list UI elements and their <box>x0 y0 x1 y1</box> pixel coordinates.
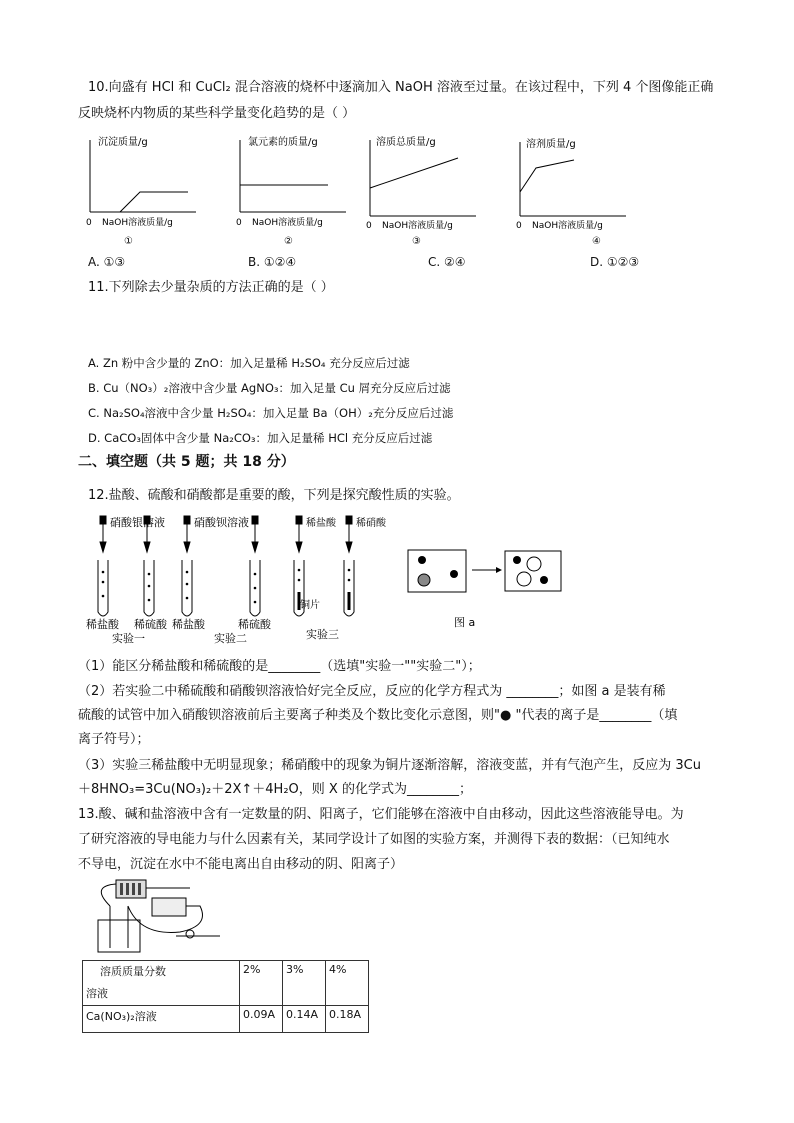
graph-2-origin: 0 <box>236 218 242 228</box>
figure-a-label: 图 a <box>454 616 476 629</box>
q12-part3-line2: ＋8HNO₃=3Cu(NO₃)₂＋2X↑＋4H₂O，则 X 的化学式为________； <box>78 782 472 797</box>
header-bottom-label: 溶液 <box>86 987 108 1000</box>
q11-option-d[interactable]: D. CaCO₃固体中含少量 Na₂CO₃：加入足量稀 HCl 充分反应后过滤 <box>88 431 433 445</box>
graph-4-ylabel: 溶剂质量/g <box>526 139 576 150</box>
table-header-corner <box>83 961 240 1006</box>
table-row-name: Ca(NO₃)₂溶液 <box>83 1006 240 1033</box>
q13-stem-line2: 了研究溶液的导电能力与什么因素有关，某同学设计了如图的实验方案，并测得下表的数据：（已知纯水 <box>78 832 670 847</box>
graph-3-origin: 0 <box>366 221 372 231</box>
table-col-header: 4% <box>326 961 369 1006</box>
q10-choice-d[interactable]: D. ①②③ <box>590 255 640 269</box>
tube-label-2: 稀硫酸 <box>134 618 167 631</box>
graph-1-xlabel: NaOH溶液质量/g <box>102 218 173 228</box>
graph-4-number: ④ <box>592 236 601 247</box>
graph-2 <box>228 132 358 252</box>
graph-2-number: ② <box>284 236 293 247</box>
q12-part2-line1: （2）若实验二中稀硫酸和硝酸钡溶液恰好完全反应，反应的化学方程式为 ________；如图 a 是装有稀 <box>78 684 666 699</box>
reagent-label-3a: 稀盐酸 <box>306 518 336 529</box>
graph-1-origin: 0 <box>86 218 92 228</box>
graph-2-xlabel: NaOH溶液质量/g <box>252 218 323 228</box>
table-col-header: 3% <box>283 961 326 1006</box>
exp1-label: 实验一 <box>112 632 145 645</box>
graph-4 <box>508 132 638 252</box>
table-cell: 0.18A <box>326 1006 369 1033</box>
table-col-header: 2% <box>240 961 283 1006</box>
exp2-label: 实验二 <box>214 632 247 645</box>
graph-1-ylabel: 沉淀质量/g <box>98 137 148 148</box>
copper-label: 铜片 <box>300 600 320 611</box>
q12-part3-line1: （3）实验三稀盐酸中无明显现象；稀硝酸中的现象为铜片逐渐溶解，溶液变蓝，并有气泡产生，反应为 3Cu <box>78 758 701 773</box>
q12-stem: 12.盐酸、硫酸和硝酸都是重要的酸，下列是探究酸性质的实验。 <box>88 488 460 503</box>
graph-3-xlabel: NaOH溶液质量/g <box>382 221 453 231</box>
graph-3-number: ③ <box>412 236 421 247</box>
conductivity-apparatus <box>80 876 230 956</box>
reagent-label-3b: 稀硝酸 <box>356 518 386 529</box>
tube-label-4: 稀硫酸 <box>238 618 271 631</box>
q11-option-b[interactable]: B. Cu（NO₃）₂溶液中含少量 AgNO₃：加入足量 Cu 屑充分反应后过滤 <box>88 381 451 395</box>
q11-option-c[interactable]: C. Na₂SO₄溶液中含少量 H₂SO₄：加入足量 Ba（OH）₂充分反应后过滤 <box>88 406 454 420</box>
q11-option-a[interactable]: A. Zn 粉中含少量的 ZnO：加入足量稀 H₂SO₄ 充分反应后过滤 <box>88 356 410 370</box>
q12-part1: （1）能区分稀盐酸和稀硫酸的是________（选填"实验一""实验二"）； <box>78 659 481 674</box>
q12-experiment-figure <box>82 512 522 652</box>
q11-stem: 11.下列除去少量杂质的方法正确的是（ ） <box>88 280 334 295</box>
q10-choice-c[interactable]: C. ②④ <box>428 255 466 269</box>
q12-part2-line2: 硫酸的试管中加入硝酸钡溶液前后主要离子种类及个数比变化示意图，则"● "代表的离子是________（填 <box>78 708 678 723</box>
figure-a-after <box>504 550 562 592</box>
section-heading: 二、填空题（共 5 题；共 18 分） <box>78 454 295 470</box>
q13-stem-line1: 13.酸、碱和盐溶液中含有一定数量的阴、阳离子，它们能够在溶液中自由移动，因此这些溶液能导电。为 <box>78 807 684 822</box>
q10-stem-line1: 10.向盛有 HCl 和 CuCl₂ 混合溶液的烧杯中逐滴加入 NaOH 溶液至过量。在该过程中，下列 4 个图像能正确 <box>88 80 714 95</box>
q13-stem-line3: 不导电，沉淀在水中不能电离出自由移动的阴、阳离子） <box>78 857 404 872</box>
q10-stem-line2: 反映烧杯内物质的某些科学量变化趋势的是（ ） <box>78 106 356 121</box>
exp3-label: 实验三 <box>306 628 339 641</box>
graph-4-xlabel: NaOH溶液质量/g <box>532 221 603 231</box>
table-header-row <box>83 961 369 1006</box>
tube-label-1: 稀盐酸 <box>86 618 119 631</box>
table-cell: 0.14A <box>283 1006 326 1033</box>
graph-3 <box>358 132 488 252</box>
table-cell: 0.09A <box>240 1006 283 1033</box>
graph-1 <box>78 132 208 252</box>
conductivity-table <box>82 960 369 1033</box>
graph-3-ylabel: 溶质总质量/g <box>376 137 436 148</box>
reagent-label-2: 硝酸钡溶液 <box>194 516 249 529</box>
table-row <box>83 1006 369 1033</box>
graph-2-ylabel: 氯元素的质量/g <box>248 137 318 148</box>
q10-choice-a[interactable]: A. ①③ <box>88 255 126 269</box>
tube-label-3: 稀盐酸 <box>172 618 205 631</box>
graph-4-origin: 0 <box>516 221 522 231</box>
q12-part2-line3: 离子符号）； <box>78 732 150 747</box>
q10-choice-b[interactable]: B. ①②④ <box>248 255 297 269</box>
graph-1-number: ① <box>124 236 133 247</box>
header-top-label: 溶质质量分数 <box>100 965 166 978</box>
reagent-label-1: 硝酸银溶液 <box>110 516 165 529</box>
